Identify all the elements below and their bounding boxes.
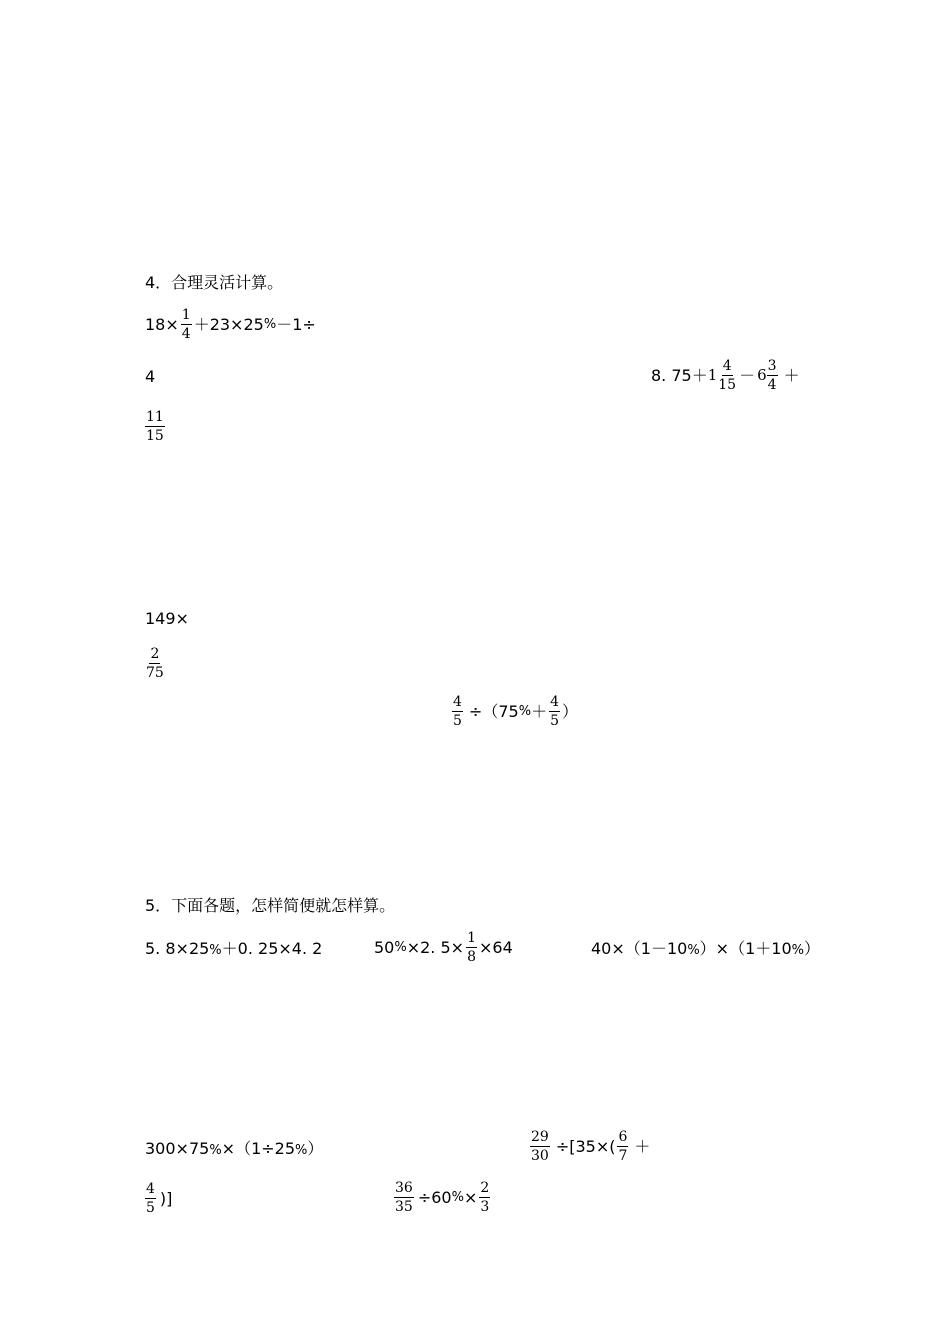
p56-f1-den: 35 <box>395 1199 413 1215</box>
problem-5-3 <box>591 941 820 957</box>
p56-part-a: ÷60 <box>417 1187 452 1207</box>
problem-5-6 <box>392 1181 492 1214</box>
p55-wrap-den: 5 <box>146 1200 155 1216</box>
p56-part-b: × <box>463 1187 478 1207</box>
p41-percent: % <box>263 317 277 332</box>
p41-part-c: －1÷ <box>276 314 316 334</box>
section-5-title: 5．下面各题，怎样简便就怎样算。 <box>145 896 396 915</box>
p53-part-b: ）×（1＋10 <box>699 939 792 958</box>
p42-part-b: － <box>739 365 756 385</box>
p41-wrap: 4 <box>145 367 156 386</box>
p52-part-b: ×2. 5× <box>406 937 465 957</box>
p43-wrap <box>145 645 165 680</box>
p42-f2-den: 4 <box>767 377 777 393</box>
p56-f1-num: 36 <box>395 1180 413 1196</box>
p42-whole-1: 1 <box>707 366 718 384</box>
p55-fraction-2 <box>617 1130 628 1163</box>
p54-part-a: 300×75 <box>145 1139 210 1158</box>
p41-fraction-1 <box>181 308 192 341</box>
p44-fraction-2 <box>549 695 560 728</box>
p43-wrap-num: 2 <box>150 646 160 662</box>
problem-4-4 <box>450 695 578 728</box>
p42-whole-2: 6 <box>757 366 767 384</box>
p52-part-a: 50 <box>374 937 395 957</box>
p42-part-c: ＋ <box>783 365 800 385</box>
p42-wrap <box>145 408 165 443</box>
p55-wrap-close: )] <box>159 1188 173 1208</box>
p56-f2-den: 3 <box>480 1199 490 1215</box>
p44-part-b: ＋ <box>531 701 548 721</box>
p52-fraction-1 <box>466 931 477 964</box>
p55-wrap-num: 4 <box>146 1181 155 1197</box>
p42-f1-den: 15 <box>718 377 737 393</box>
p52-part-c: ×64 <box>478 937 513 957</box>
p44-f2-den: 5 <box>550 713 559 729</box>
p53-percent-2: % <box>791 943 804 958</box>
p55-part-b: ＋ <box>634 1136 651 1156</box>
p54-percent-1: % <box>209 1143 222 1158</box>
p44-fraction-1 <box>452 695 463 728</box>
problem-5-1 <box>145 941 322 957</box>
p51-part-a: 5. 8×25 <box>145 939 210 958</box>
p54-part-c: ） <box>307 1139 324 1158</box>
p52-f1-num: 1 <box>467 930 476 946</box>
p55-f2-den: 7 <box>618 1148 628 1164</box>
p53-part-c: ） <box>803 939 820 958</box>
p54-part-b: ×（1÷25 <box>221 1139 296 1158</box>
p56-f2-num: 2 <box>480 1180 490 1196</box>
p44-part-a: ÷（75 <box>468 701 519 721</box>
p44-part-c: ） <box>562 701 579 721</box>
problem-5-5 <box>528 1130 650 1163</box>
p41-part-a: 18× <box>145 314 179 334</box>
p56-percent: % <box>451 1190 464 1205</box>
p43-wrap-fraction <box>145 647 165 680</box>
p55-f2-num: 6 <box>618 1129 628 1145</box>
problem-4-2 <box>651 359 800 392</box>
p41-f1-den: 4 <box>181 326 191 342</box>
p42-f2-num: 3 <box>767 358 777 374</box>
p42-f1-num: 4 <box>722 358 732 374</box>
problem-5-2 <box>374 931 513 964</box>
problem-5-4 <box>145 1141 323 1157</box>
p42-wrap-num: 11 <box>146 409 164 425</box>
p55-wrap-fraction <box>145 1182 156 1215</box>
p55-f1-den: 30 <box>531 1148 549 1164</box>
problem-4-1 <box>145 308 316 341</box>
p44-f1-den: 5 <box>453 713 462 729</box>
p44-f2-num: 4 <box>550 694 559 710</box>
p44-percent: % <box>518 704 532 719</box>
p54-percent-2: % <box>295 1143 308 1158</box>
p51-percent: % <box>209 943 222 958</box>
p42-wrap-den: 15 <box>146 428 164 444</box>
p42-fraction-2 <box>767 359 778 392</box>
p55-wrap <box>145 1182 172 1215</box>
p43-wrap-den: 75 <box>146 665 164 681</box>
p56-fraction-1 <box>394 1181 414 1214</box>
p53-part-a: 40×（1－10 <box>591 939 688 958</box>
p51-part-b: ＋0. 25×4. 2 <box>221 939 323 958</box>
p55-fraction-1 <box>530 1130 550 1163</box>
p55-part-a: ÷[35×( <box>555 1136 616 1156</box>
p41-f1-num: 1 <box>181 307 191 323</box>
p55-f1-num: 29 <box>531 1129 549 1145</box>
p42-wrap-fraction <box>145 410 165 443</box>
p41-part-b: ＋23×25 <box>193 314 264 334</box>
p42-part-a: 8. 75＋ <box>651 365 708 385</box>
section-4-title: 4．合理灵活计算。 <box>145 273 284 292</box>
p52-f1-den: 8 <box>467 949 476 965</box>
p53-percent-1: % <box>687 943 700 958</box>
p44-f1-num: 4 <box>453 694 462 710</box>
p52-percent: % <box>394 940 407 955</box>
problem-4-3: 149× <box>145 609 189 628</box>
p42-fraction-1 <box>717 359 737 392</box>
p56-fraction-2 <box>479 1181 490 1214</box>
